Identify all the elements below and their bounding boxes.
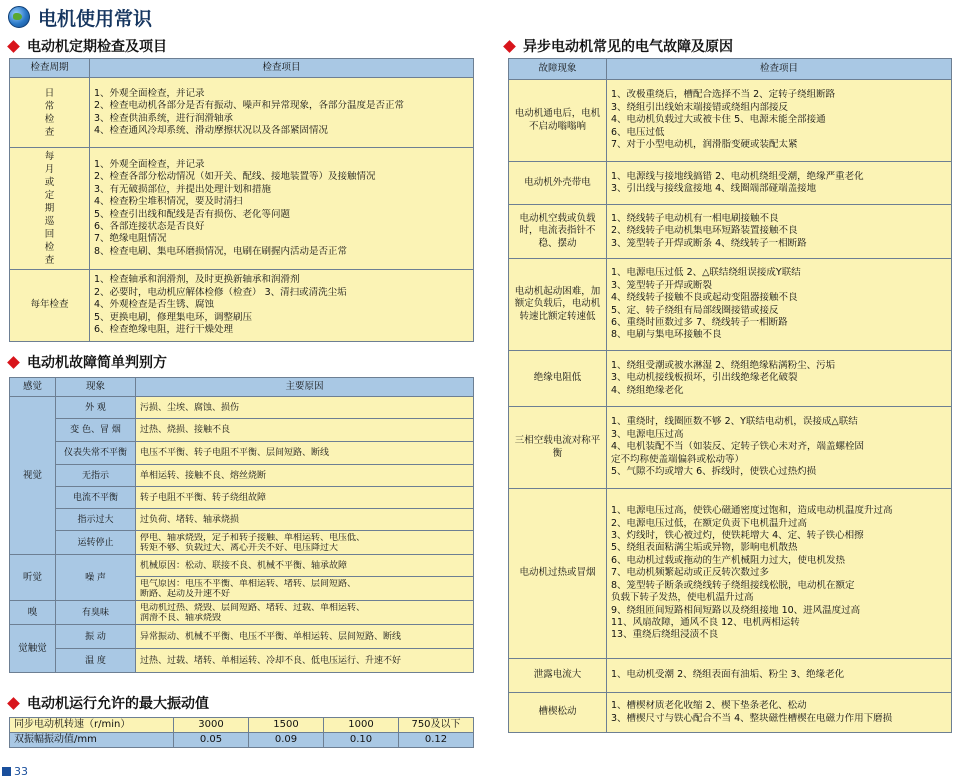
items-cell: 1、槽楔材质老化收缩 2、楔下垫条老化、松动 3、槽楔尺寸与铁心配合不当 4、整块磁性槽楔在电磁力作用下磨损	[607, 693, 952, 733]
vibration-table	[9, 717, 474, 748]
cause-cell: 异常振动、机械不平衡、电压不平衡、单相运转、层间短路、断线	[136, 625, 474, 649]
cause-cell: 污损、尘埃、腐蚀、损伤	[136, 397, 474, 419]
phenomenon-cell: 绝缘电阻低	[509, 351, 607, 407]
column-header: 检查项目	[607, 59, 952, 80]
phenomenon-cell: 运转停止	[56, 531, 136, 555]
period-cell: 每年检查	[10, 270, 90, 342]
phenomenon-cell: 电动机过热或冒烟	[509, 489, 607, 659]
square-marker-icon	[2, 767, 11, 776]
phenomenon-cell: 电动机外壳带电	[509, 162, 607, 205]
diamond-bullet-icon	[7, 356, 20, 369]
cause-cell: 过热、过载、堵转、单相运转、冷却不良、低电压运行、升速不好	[136, 649, 474, 673]
cause-cell: 转子电阻不平衡、转子绕组故障	[136, 487, 474, 509]
table-row	[10, 555, 474, 577]
table-row	[509, 659, 952, 693]
diamond-bullet-icon	[503, 40, 516, 53]
table-header-row	[10, 378, 474, 397]
column-header: 现象	[56, 378, 136, 397]
cause-cell: 机械原因：松动、联接不良、机械不平衡、轴承故障	[136, 555, 474, 577]
items-cell: 1、绕组受潮或被水淋湿 2、绕组绝缘粘满粉尘、污垢 3、电动机接线板损坏，引出线绝缘老化破裂 4、绕组绝缘老化	[607, 351, 952, 407]
sense-cell-hearing: 听觉	[10, 555, 56, 601]
table-row	[10, 718, 474, 733]
electrical-fault-table	[508, 58, 952, 733]
table-row	[10, 601, 474, 625]
cause-cell: 过负荷、堵转、轴承烧损	[136, 509, 474, 531]
cause-cell: 电气原因：电压不平衡、单相运转、堵转、层间短路、 断路、起动及升速不好	[136, 577, 474, 601]
period-cell: 每月或定期巡回检查	[10, 148, 90, 270]
phenomenon-cell: 仪表失常不平衡	[56, 442, 136, 465]
column-header: 检查周期	[10, 59, 90, 78]
items-cell: 1、外观全面检查，并记录 2、检查电动机各部分是否有振动、噪声和异常现象，各部分温度是否正常 3、检查供油系统，进行润滑轴承 4、检查通风冷却系统、滑动摩擦状况以及各部紧固情况	[90, 78, 474, 148]
phenomenon-cell: 噪 声	[56, 555, 136, 601]
table-row	[10, 419, 474, 442]
table-header-row	[509, 59, 952, 80]
phenomenon-cell: 电流不平衡	[56, 487, 136, 509]
globe-icon	[8, 6, 30, 28]
table-row	[509, 259, 952, 351]
speed-value: 750及以下	[399, 718, 474, 733]
table-row	[10, 487, 474, 509]
phenomenon-cell: 变 色、冒 烟	[56, 419, 136, 442]
speed-label: 同步电动机转速（r/min）	[10, 718, 174, 733]
items-cell: 1、电源线与接地线搞错 2、电动机绕组受潮，绝缘严重老化 3、引出线与接线盒接地 4、线圈端部碰端盖接地	[607, 162, 952, 205]
phenomenon-cell: 无指示	[56, 465, 136, 487]
table-row	[10, 78, 474, 148]
table-row	[10, 148, 474, 270]
items-cell: 1、电动机受潮 2、绕组表面有油垢、粉尘 3、绝缘老化	[607, 659, 952, 693]
phenomenon-cell: 槽楔松动	[509, 693, 607, 733]
table-row	[10, 442, 474, 465]
diamond-bullet-icon	[7, 697, 20, 710]
items-cell: 1、外观全面检查，并记录 2、检查各部分松动情况（如开关、配线、接地装置等）及接触情况 3、有无破损部位，并提出处理计划和措施 4、检查粉尘堆积情况，要及时清扫 5、检查引出线和配线是否有损伤、老化等问题 6、各部连接状态是否良好 7、绝缘电阻情况 8、检查电刷、集电环磨损情况，电刷在刷握内活动是否正常	[90, 148, 474, 270]
section-heading-vibration: 电动机运行允许的最大振动值	[6, 693, 209, 713]
amplitude-value: 0.09	[249, 733, 324, 748]
sense-cell-visual: 视觉	[10, 397, 56, 555]
items-cell: 1、电源电压过低 2、△联结绕组误接成Y联结 3、笼型转子开焊或断裂 4、绕线转子接触不良或起动变阻器接触不良 5、定、转子绕组有局部线圈接错或接反 6、重绕时匝数过多 7、绕线转子一相断路 8、电刷与集电环接触不良	[607, 259, 952, 351]
phenomenon-cell: 振 动	[56, 625, 136, 649]
phenomenon-cell: 泄露电流大	[509, 659, 607, 693]
speed-value: 1000	[324, 718, 399, 733]
diamond-bullet-icon	[7, 40, 20, 53]
phenomenon-cell: 电动机起动困难，加额定负载后，电动机转速比额定转速低	[509, 259, 607, 351]
items-cell: 1、电源电压过高，使铁心磁通密度过饱和，造成电动机温度升过高 2、电源电压过低，在额定负责下电机温升过高 3、灼线时，铁心被过灼，使铁耗增大 4、定、转子铁心相擦 5、绕组表面粘满尘垢或异物，影响电机散热 6、电动机过载或拖动的生产机械阻力过大，使电机发热 7、电动机频繁起动或正反转次数过多 8、笼型转子断条或绕线转子绕组接线松脱，电动机在额定 负载下转子发热，使电机温升过高 9、绕组匝间短路相间短路以及绕组接地 10、进风温度过高 11、风扇故障，通风不良 12、电机两相运转 13、重绕后绕组浸渍不良	[607, 489, 952, 659]
period-cell: 日常检查	[10, 78, 90, 148]
table-row	[10, 270, 474, 342]
speed-value: 1500	[249, 718, 324, 733]
table-row	[10, 465, 474, 487]
page-number: 33	[2, 765, 28, 778]
section-heading-fault-judge: 电动机故障简单判别方	[6, 352, 167, 372]
phenomenon-cell: 温 度	[56, 649, 136, 673]
cause-cell: 单相运转、接触不良、熔丝烧断	[136, 465, 474, 487]
page-title: 电机使用常识	[38, 7, 153, 30]
amplitude-value: 0.05	[174, 733, 249, 748]
amplitude-value: 0.12	[399, 733, 474, 748]
table-row	[509, 489, 952, 659]
items-cell: 1、改极重绕后，槽配合选择不当 2、定转子绕组断路 3、绕组引出线始末端接错或绕组内部接反 4、电动机负载过大或被卡住 5、电源未能全部接通 6、电压过低 7、对于小型电动机，润滑脂变硬或装配太紧	[607, 80, 952, 162]
sense-cell-smell: 嗅	[10, 601, 56, 625]
table-row	[509, 351, 952, 407]
column-header: 主要原因	[136, 378, 474, 397]
phenomenon-cell: 外 观	[56, 397, 136, 419]
cause-cell: 电压不平衡、转子电阻不平衡、层间短路、断线	[136, 442, 474, 465]
table-header-row	[10, 59, 474, 78]
page-header	[8, 4, 152, 30]
amplitude-label: 双振幅振动值/mm	[10, 733, 174, 748]
sense-cell-touch: 觉触觉	[10, 625, 56, 673]
items-cell: 1、重绕时，线圈匝数不够 2、Y联结电动机，误接成△联结 3、电源电压过高 4、电机装配不当（如装反、定转子铁心未对齐，端盖螺栓固 定不均称使盖端偏斜或松动等） 5、气隙不均或增大 6、拆线时，使铁心过热灼损	[607, 407, 952, 489]
phenomenon-cell: 电动机空载或负载时，电流表指针不稳、摆动	[509, 205, 607, 259]
speed-value: 3000	[174, 718, 249, 733]
table-row	[10, 733, 474, 748]
table-row	[10, 509, 474, 531]
amplitude-value: 0.10	[324, 733, 399, 748]
column-header: 检查项目	[90, 59, 474, 78]
table-row	[509, 80, 952, 162]
table-row	[509, 407, 952, 489]
inspection-table	[9, 58, 474, 342]
cause-cell: 电动机过热、烧毁、层间短路、堵转、过载、单相运转、 润滑不良、轴承烧毁	[136, 601, 474, 625]
phenomenon-cell: 有臭味	[56, 601, 136, 625]
column-header: 感觉	[10, 378, 56, 397]
table-row	[509, 162, 952, 205]
cause-cell: 过热、烧损、接触不良	[136, 419, 474, 442]
section-heading-inspection: 电动机定期检查及项目	[6, 36, 167, 56]
fault-judge-table	[9, 377, 474, 673]
table-row	[10, 649, 474, 673]
items-cell: 1、绕线转子电动机有一相电刷接触不良 2、绕线转子电动机集电环短路装置接触不良 3、笼型转子开焊或断条 4、绕线转子一相断路	[607, 205, 952, 259]
cause-cell: 停电、轴承烧毁，定子和转子接触、单相运转、电压低、 转矩不够、负载过大、离心开关不好、电压降过大	[136, 531, 474, 555]
phenomenon-cell: 三相空载电流对称平衡	[509, 407, 607, 489]
phenomenon-cell: 电动机通电后，电机不启动嗡嗡响	[509, 80, 607, 162]
section-heading-electrical: 异步电动机常见的电气故障及原因	[502, 36, 733, 56]
items-cell: 1、检查轴承和润滑剂，及时更换新轴承和润滑剂 2、必要时，电动机应解体检修（检查） 3、清扫或清洗尘垢 4、外观检查是否生锈、腐蚀 5、更换电刷，修理集电环，调整刷压 6、检查绝缘电阻，进行干燥处理	[90, 270, 474, 342]
table-row	[10, 531, 474, 555]
table-row	[509, 693, 952, 733]
table-row	[10, 397, 474, 419]
table-row	[509, 205, 952, 259]
column-header: 故障现象	[509, 59, 607, 80]
phenomenon-cell: 指示过大	[56, 509, 136, 531]
table-row	[10, 625, 474, 649]
